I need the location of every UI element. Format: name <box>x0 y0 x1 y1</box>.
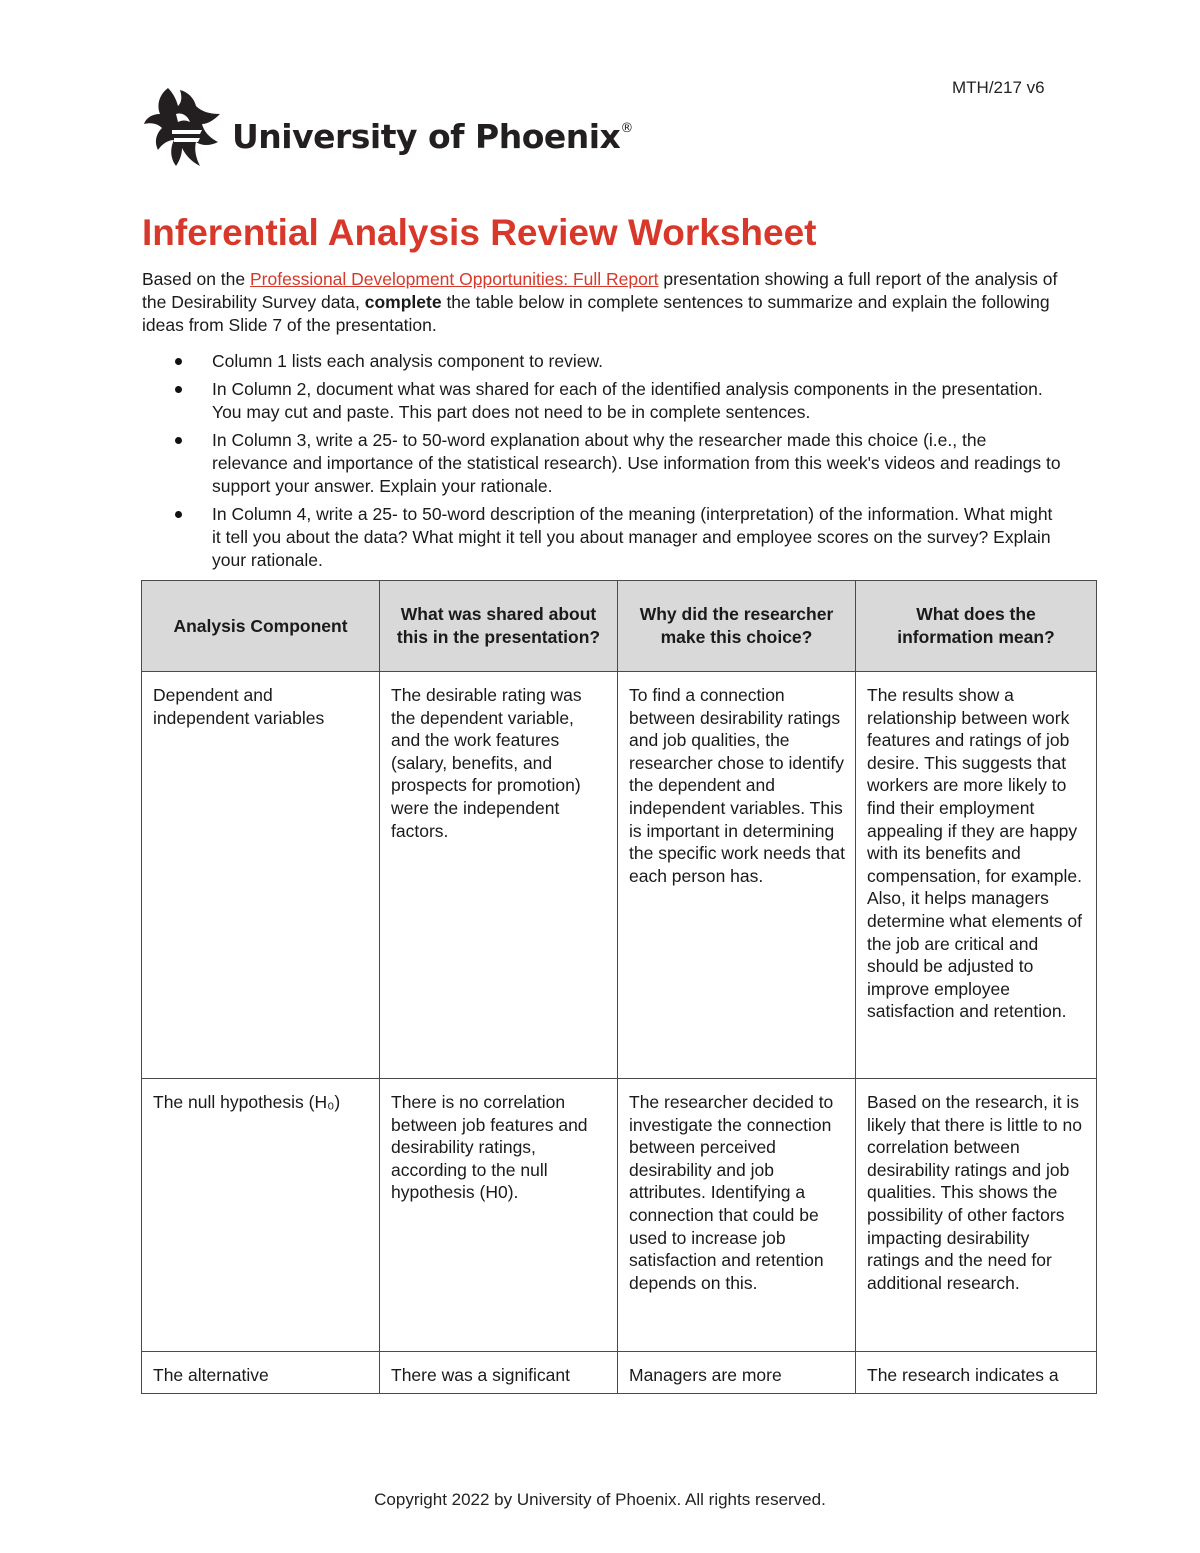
page-title: Inferential Analysis Review Worksheet <box>142 212 817 253</box>
list-item: Column 1 lists each analysis component to review. <box>142 350 1062 373</box>
phoenix-bird-icon <box>142 84 224 176</box>
table-row <box>142 1079 1097 1352</box>
full-report-link[interactable]: Professional Development Opportunities: Full Report <box>250 269 659 289</box>
logo-wordmark: University of Phoenix® <box>232 116 633 156</box>
copyright-footer: Copyright 2022 by University of Phoenix. All rights reserved. <box>374 1490 826 1509</box>
table-cell: The null hypothesis (H₀) <box>142 1079 380 1352</box>
column-header: What was shared about this in the presentation? <box>380 581 618 672</box>
table-row <box>142 1352 1097 1394</box>
table-cell: The research indicates a <box>856 1352 1097 1394</box>
table-cell: Managers are more <box>618 1352 856 1394</box>
table-cell: There was a significant <box>380 1352 618 1394</box>
table-header-row <box>142 581 1097 672</box>
table-cell: The researcher decided to investigate the connection between perceived desirability and job attributes. Identifying a connection that could be used to increase job satisfaction and retention depends on this. <box>618 1079 856 1352</box>
table-cell: The desirable rating was the dependent variable, and the work features (salary, benefits, and prospects for promotion) were the independent factors. <box>380 672 618 1079</box>
table-cell: The alternative <box>142 1352 380 1394</box>
university-logo <box>142 84 633 176</box>
column-header: What does the information mean? <box>856 581 1097 672</box>
column-header: Analysis Component <box>142 581 380 672</box>
list-item: In Column 2, document what was shared for each of the identified analysis components in the presentation. You may cut and paste. This part does not need to be in complete sentences. <box>142 378 1062 424</box>
instruction-list <box>142 350 1062 577</box>
intro-paragraph: Based on the Professional Development Opportunities: Full Report presentation showing a full report of the analysis of the Desirability Survey data, complete the table below in complete sentences to summarize and explain the following ideas from Slide 7 of the presentation. <box>142 269 1058 335</box>
table-cell: The results show a relationship between work features and ratings of job desire. This suggests that workers are more likely to find their employment appealing if they are happy with its benefits and compensation, for example. Also, it helps managers determine what elements of the job are critical and should be adjusted to improve employee satisfaction and retention. <box>856 672 1097 1079</box>
analysis-table <box>141 580 1097 1394</box>
course-code: MTH/217 v6 <box>952 78 1045 97</box>
table-cell: Dependent and independent variables <box>142 672 380 1079</box>
table-cell: To find a connection between desirability ratings and job qualities, the researcher chose to identify the dependent and independent variables. This is important in determining the specific work needs that each person has. <box>618 672 856 1079</box>
table-cell: There is no correlation between job features and desirability ratings, according to the null hypothesis (H0). <box>380 1079 618 1352</box>
table-cell: Based on the research, it is likely that there is little to no correlation between desirability ratings and job qualities. This shows the possibility of other factors impacting desirability ratings and the need for additional research. <box>856 1079 1097 1352</box>
list-item: In Column 4, write a 25- to 50-word description of the meaning (interpretation) of the information. What might it tell you about the data? What might it tell you about manager and employee scores on the survey? Explain your rationale. <box>142 503 1062 572</box>
list-item: In Column 3, write a 25- to 50-word explanation about why the researcher made this choice (i.e., the relevance and importance of the statistical research). Use information from this week's videos and readings to support your answer. Explain your rationale. <box>142 429 1062 498</box>
table-row <box>142 672 1097 1079</box>
column-header: Why did the researcher make this choice? <box>618 581 856 672</box>
